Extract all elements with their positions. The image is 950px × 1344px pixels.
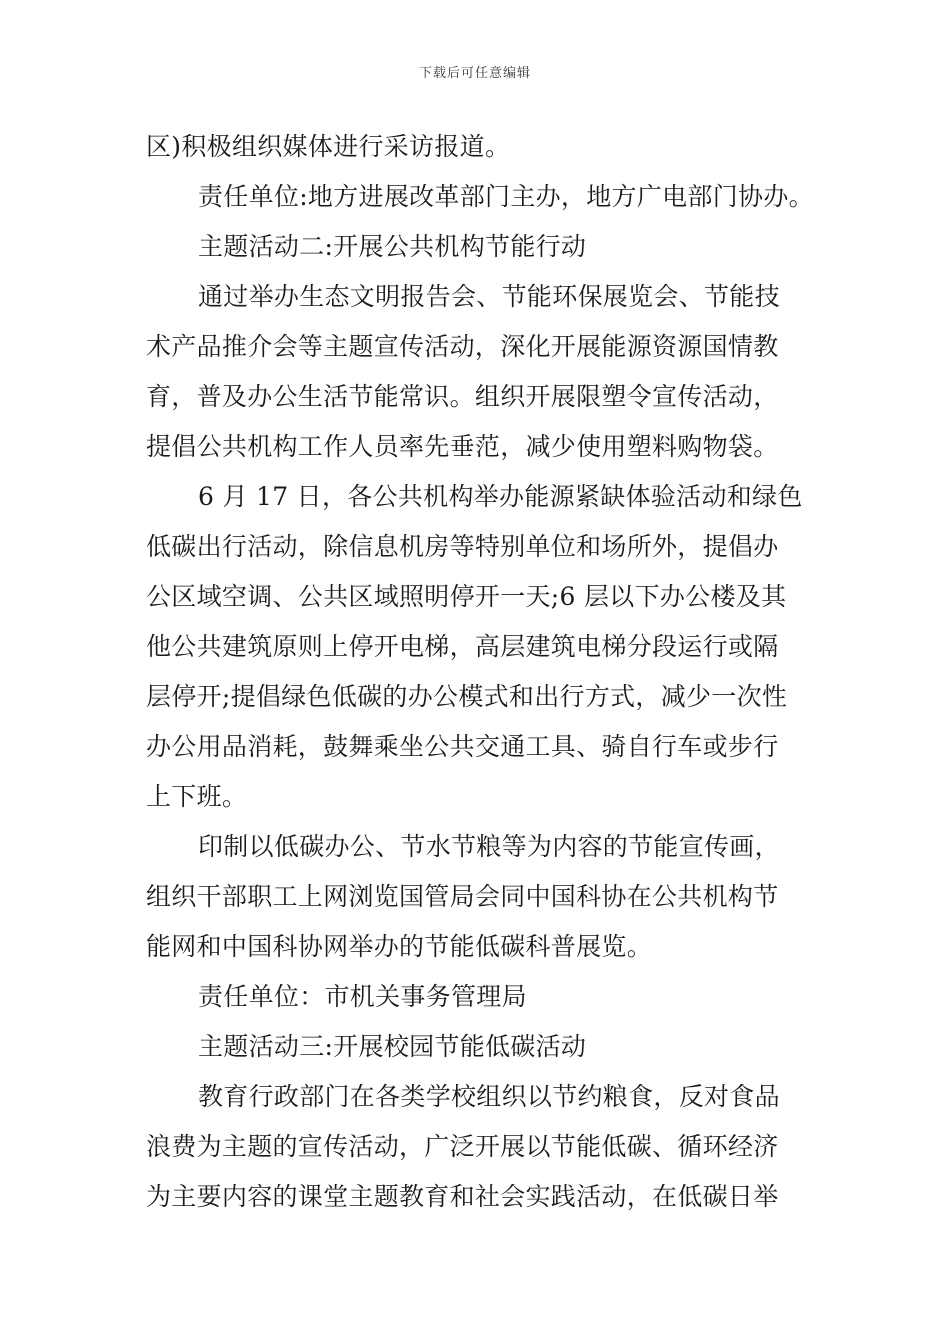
text-line: 办公用品消耗，鼓舞乘坐公共交通工具、骑自行车或步行 bbox=[146, 732, 779, 761]
text-line: 公区域空调、公共区域照明停开一天;6 层以下办公楼及其 bbox=[146, 582, 787, 611]
text-line: 能网和中国科协网举办的节能低碳科普展览。 bbox=[146, 932, 653, 961]
text-line: 低碳出行活动，除信息机房等特别单位和场所外，提倡办 bbox=[146, 532, 779, 561]
text-line: 组织干部职工上网浏览国管局会同中国科协在公共机构节 bbox=[146, 882, 779, 911]
text-line: 为主要内容的课堂主题教育和社会实践活动，在低碳日举 bbox=[146, 1182, 779, 1211]
text-line: 责任单位:地方进展改革部门主办，地方广电部门协办。 bbox=[198, 182, 814, 211]
text-line: 层停开;提倡绿色低碳的办公模式和出行方式，减少一次性 bbox=[146, 682, 788, 711]
page-header: 下载后可任意编辑 bbox=[418, 66, 531, 81]
text-line: 责任单位：市机关事务管理局 bbox=[198, 982, 527, 1011]
section-heading: 主题活动三:开展校园节能低碳活动 bbox=[198, 1032, 587, 1061]
section-heading: 主题活动二:开展公共机构节能行动 bbox=[198, 232, 587, 261]
text-line: 区)积极组织媒体进行采访报道。 bbox=[146, 132, 511, 161]
text-line: 提倡公共机构工作人员率先垂范，减少使用塑料购物袋。 bbox=[146, 432, 779, 461]
text-line: 育，普及办公生活节能常识。组织开展限塑令宣传活动， bbox=[146, 382, 779, 411]
text-line: 上下班。 bbox=[146, 782, 248, 811]
text-line: 印制以低碳办公、节水节粮等为内容的节能宣传画， bbox=[198, 832, 780, 861]
text-line: 浪费为主题的宣传活动，广泛开展以节能低碳、循环经济 bbox=[146, 1132, 779, 1161]
text-line: 通过举办生态文明报告会、节能环保展览会、节能技 bbox=[198, 282, 780, 311]
text-line: 教育行政部门在各类学校组织以节约粮食，反对食品 bbox=[198, 1082, 780, 1111]
text-line: 术产品推介会等主题宣传活动，深化开展能源资源国情教 bbox=[146, 332, 779, 361]
text-line: 他公共建筑原则上停开电梯，高层建筑电梯分段运行或隔 bbox=[146, 632, 779, 661]
text-line: 6 月 17 日，各公共机构举办能源紧缺体验活动和绿色 bbox=[198, 482, 803, 511]
document-body bbox=[146, 122, 818, 1222]
